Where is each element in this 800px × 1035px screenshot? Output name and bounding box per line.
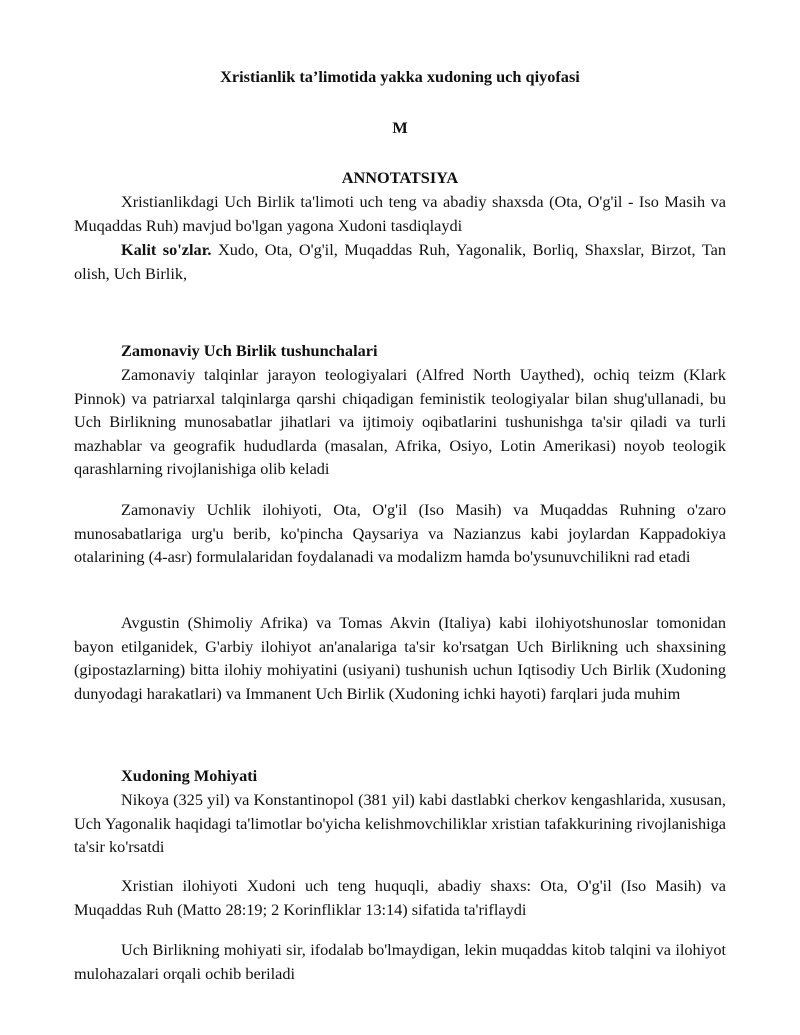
author-initial: M: [392, 118, 408, 137]
body-paragraph: Avgustin (Shimoliy Afrika) va Tomas Akvin (Italiya) kabi ilohiyotshunoslar tomonidan bayon etilganidek, G'arbiy ilohiyot an'analariga ta'sir ko'rsatgan Uch Birlikning uch shaxsining (gipostazlarning) bitta ilohiy mohiyatini (usiyani) tushunish uchun Iqtisodiy Uch Birlik (Xudoning dunyodagi harakatlari) va Immanent Uch Birlik (Xudoning ichki hayoti) farqlari juda muhim: [74, 613, 726, 703]
document-title: Xristianlik ta’limotida yakka xudoning uch qiyofasi: [220, 67, 580, 86]
body-paragraph: Zamonaviy Uchlik ilohiyoti, Ota, O'g'il (Iso Masih) va Muqaddas Ruhning o'zaro munosabatlariga urg'u berib, ko'pincha Qaysariya va Nazianzus kabi joylardan Kappadokiya otalarining (4-asr) formulalaridan foydalanadi va modalizm hamda bo'ysunuvchilikni rad etadi: [74, 500, 726, 567]
keywords-list: Xudo, Ota, O'g'il, Muqaddas Ruh, Yagonalik, Borliq, Shaxslar, Birzot, Tan olish, Uch Birlik,: [74, 240, 726, 283]
body-paragraph: Nikoya (325 yil) va Konstantinopol (381 yil) kabi dastlabki cherkov kengashlarida, xususan, Uch Yagonalik haqidagi ta'limotlar bo'yicha kelishmovchiliklar xristian tafakkurining rivojlanishiga ta'sir ko'rsatdi: [74, 790, 726, 857]
body-paragraph: Zamonaviy talqinlar jarayon teologiyalari (Alfred North Uaythed), ochiq teizm (Klark Pinnok) va patriarxal talqinlarga qarshi chiqadigan feministik teologiyalar bilan shug'ullanadi, bu Uch Birlikning munosabatlar jihatlari va ijtimoiy oqibatlarini tushunishga ta'sir qiladi va turli mazhablar va geografik hududlarda (masalan, Afrika, Osiyo, Lotin Amerikasi) noyob teologik qarashlarning rivojlanishiga olib keladi: [74, 365, 726, 479]
abstract-heading: ANNOTATSIYA: [341, 168, 459, 187]
section-heading-modern-trinity: Zamonaviy Uch Birlik tushunchalari: [121, 341, 378, 360]
body-paragraph: Uch Birlikning mohiyati sir, ifodalab bo'lmaydigan, lekin muqaddas kitob talqini va ilohiyot mulohazalari orqali ochib beriladi: [74, 940, 726, 983]
abstract-paragraph: Xristianlikdagi Uch Birlik ta'limoti uch teng va abadiy shaxsda (Ota, O'g'il - Iso Masih va Muqaddas Ruh) mavjud bo'lgan yagona Xudoni tasdiqlaydi: [74, 192, 726, 235]
keywords-label: Kalit so'zlar.: [121, 240, 212, 259]
section-heading-essence-of-god: Xudoning Mohiyati: [121, 766, 258, 785]
keywords-paragraph: [74, 238, 726, 285]
body-paragraph: Xristian ilohiyoti Xudoni uch teng huquqli, abadiy shaxs: Ota, O'g'il (Iso Masih) va Muqaddas Ruh (Matto 28:19; 2 Korinfliklar 13:14) sifatida ta'riflaydi: [74, 876, 726, 919]
